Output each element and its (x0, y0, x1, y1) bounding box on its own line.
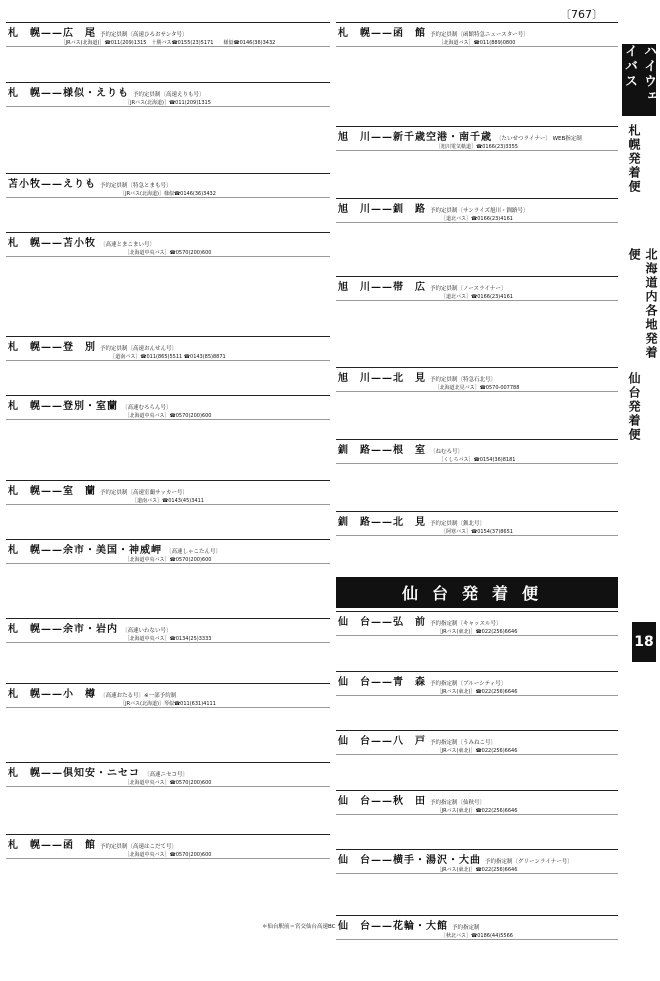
route-title: 札 幌——登別・室蘭 (8, 401, 118, 413)
route-system: 予約定員制〔釧北号〕 (430, 521, 486, 528)
route-block (336, 511, 618, 574)
route-title: 旭 川——釧 路 (338, 203, 426, 215)
timetable (336, 301, 618, 364)
route-system: 予約定員制〔函館特急ニュースター号〕 (430, 32, 529, 38)
operator-line: ［北海道中央バス］☎0570(200)600 (6, 249, 330, 257)
route-block (6, 834, 330, 947)
route-block (6, 539, 330, 614)
route-block (336, 367, 618, 436)
route-block (6, 82, 330, 170)
sendai-banner: 仙台発着便 (336, 577, 618, 608)
route-system: 〔たいせつライナー〕 WEB指定制 (496, 135, 582, 142)
left-column (6, 22, 330, 950)
operator-line: ［JRバス(北海道)］☎011(209)1315 (6, 99, 330, 107)
operator-line: ［北海道中央バス］☎0134(25)3333 (6, 635, 330, 643)
route-block (6, 173, 330, 230)
route-system: 〔ねむろ号〕 (430, 449, 464, 456)
timetable (6, 643, 330, 681)
route-title: 札 幌——余市・岩内 (8, 623, 118, 635)
route-system: 予約指定制〔キャッスル号〕 (430, 621, 502, 628)
route-system: 予約定員制〔ノースライナー〕 (430, 286, 507, 293)
route-title: 札 幌——室 蘭 (8, 485, 96, 497)
page-number: 〔767〕 (560, 8, 603, 21)
route-title: 釧 路——北 見 (338, 517, 426, 529)
operator-line: ［北海道バス］☎011(889)0800 (336, 39, 618, 47)
route-system: 予約定員制〔高速おんせん号〕 (100, 345, 178, 352)
route-title: 仙 台——青 森 (338, 676, 426, 688)
route-system: 予約定員制〔サンライズ旭川・釧路号〕 (430, 207, 529, 214)
route-title: 仙 台——八 戸 (338, 736, 426, 748)
route-block (336, 730, 618, 787)
operator-line: ［JRバス(東北)］☎022(256)6646 (336, 747, 618, 755)
route-system: 予約指定制〔うみねこ号〕 (430, 740, 497, 747)
route-system: 予約指定制〔グリーンライナー号〕 (485, 859, 573, 866)
route-block (6, 618, 330, 681)
operator-line: ［道北バス］☎0166(23)4161 (336, 293, 618, 301)
route-system: 〔高速ニセコ号〕 (144, 771, 189, 778)
route-block (6, 22, 330, 79)
timetable (336, 940, 618, 978)
side-title-sapporo: 札幌発着便 (627, 124, 641, 194)
operator-line: ［道南バス］☎0143(45)3411 (6, 497, 330, 505)
operator-line: ［北海道中央バス］☎0570(200)600 (6, 556, 330, 564)
route-block (336, 276, 618, 364)
route-block (6, 683, 330, 758)
route-title: 旭 川——北 見 (338, 373, 426, 385)
route-title: 札 幌——様似・えりも (8, 87, 129, 99)
timetable (336, 392, 618, 436)
timetable (336, 151, 618, 195)
route-system: 予約定員制〔特急石北号〕 (430, 377, 497, 384)
route-block (336, 126, 618, 195)
route-title: 札 幌——倶知安・ニセコ (8, 767, 140, 779)
route-title: 仙 台——横手・湯沢・大曲 (338, 855, 481, 867)
route-system: 予約定員制〔高速ひろおサンタ号〕 (100, 32, 188, 38)
timetable (6, 47, 330, 79)
footnote: ＊仙台駅前＝宮交仙台高速BC (262, 924, 336, 930)
operator-line: ［旭川電気軌道］☎0166(23)3355 (336, 143, 618, 151)
route-title: 札 幌——登 別 (8, 341, 96, 353)
route-block (6, 480, 330, 537)
route-title: 仙 台——花輪・大館 (338, 920, 448, 932)
timetable (6, 787, 330, 831)
operator-line: ［JRバス(東北)］☎022(256)6646 (336, 688, 618, 696)
route-block (336, 611, 618, 668)
route-title: 仙 台——弘 前 (338, 617, 426, 629)
operator-line: ［北海道中央バス］☎0570(200)600 (6, 779, 330, 787)
route-title: 札 幌——函 館 (338, 28, 426, 39)
route-block (6, 232, 330, 333)
route-system: 予約指定制〔ブルーシティ号〕 (430, 680, 507, 687)
operator-line: ［北海道中央バス］☎0570(200)600 (6, 412, 330, 420)
timetable (6, 420, 330, 477)
route-block (336, 849, 618, 912)
route-system: 〔高速とまこまい号〕 (100, 242, 156, 248)
timetable (336, 636, 618, 668)
operator-line: ［JRバス(北海道)］琴似☎011(631)4111 (6, 700, 330, 708)
route-title: 釧 路——根 室 (338, 445, 426, 457)
operator-line: ［北海道北見バス］☎0570-007788 (336, 384, 618, 392)
route-system: 予約定員制〔特急とまも号〕 (100, 182, 172, 189)
route-block (336, 790, 618, 847)
timetable (336, 47, 618, 123)
timetable (6, 505, 330, 537)
operator-line: ［道南バス］☎011(865)5511 ☎0143(85)8871 (6, 353, 330, 361)
operator-line: ［JRバス(東北)］☎022(256)6646 (336, 807, 618, 815)
timetable (336, 815, 618, 847)
route-system: 〔高速いわない号〕 (122, 627, 172, 634)
timetable (336, 464, 618, 508)
route-title: 札 幌——余市・美国・神威岬 (8, 545, 162, 557)
route-block (336, 671, 618, 728)
route-block (336, 439, 618, 508)
route-block (6, 762, 330, 831)
operator-line: ［JRバス(東北)］☎022(256)6646 (336, 866, 618, 874)
operator-line: ［北海道中央バス］☎0570(200)600 (6, 851, 330, 859)
right-column (336, 22, 618, 981)
route-title: 札 幌——苫小牧 (8, 238, 96, 249)
operator-line: ［秋北バス］☎0186(44)5566 (336, 932, 618, 940)
route-title: 仙 台——秋 田 (338, 795, 426, 807)
operator-line: ［くしろバス］☎0154(36)8181 (336, 456, 618, 464)
route-system: 〔高速むろらん号〕 (122, 405, 172, 412)
timetable (6, 361, 330, 393)
route-title: 旭 川——帯 広 (338, 282, 426, 294)
route-title: 札 幌——小 樽 (8, 689, 96, 701)
side-title-sendai: 仙台発着便 (627, 372, 641, 442)
operator-line: ［道北バス］☎0166(23)4161 (336, 215, 618, 223)
operator-line: ［JRバス(北海道)］☎011(209)1315 十勝バス☎0155(23)5171 様似☎0146(36)3432 (6, 39, 330, 47)
route-system: 予約指定制 (452, 924, 480, 931)
timetable (6, 107, 330, 170)
timetable (336, 696, 618, 728)
timetable (336, 536, 618, 574)
operator-line: ［JRバス(東北)］☎022(256)6646 (336, 628, 618, 636)
route-system: 予約定員制〔高速室蘭サッカー号〕 (100, 489, 188, 496)
timetable (336, 755, 618, 787)
timetable (336, 223, 618, 273)
route-block (6, 395, 330, 477)
side-tab: ハイウェイバス (622, 44, 656, 116)
route-system: 〔高速しゃこたん号〕 (166, 549, 222, 556)
timetable (6, 564, 330, 614)
timetable (6, 198, 330, 230)
route-block (6, 336, 330, 393)
route-title: 札 幌——広 尾 (8, 28, 96, 39)
timetable (6, 708, 330, 758)
operator-line: ［JRバス(北海道)］様似☎0146(36)3432 (6, 190, 330, 198)
timetable (336, 874, 618, 912)
operator-line: ［阿寒バス］☎0154(37)8651 (336, 528, 618, 536)
route-title: 旭 川——新千歳空港・南千歳 (338, 131, 492, 143)
route-system: 予約定員制〔高速はこだて号〕 (100, 843, 178, 850)
route-title: 札 幌——函 館 (8, 839, 96, 851)
route-block (336, 198, 618, 273)
timetable (6, 257, 330, 333)
route-system: 予約定員制〔高速えりも号〕 (133, 91, 205, 98)
route-block (336, 22, 618, 123)
route-system: 予約指定制〔仙秋号〕 (430, 799, 486, 806)
route-title: 苫小牧——えりも (8, 178, 96, 190)
timetable (6, 859, 330, 947)
route-system: 〔高速おたる号〕※一部予約制 (100, 693, 177, 700)
route-block (336, 915, 618, 978)
chapter-marker: 18 (632, 622, 656, 662)
side-title-hokkaido: 北海道内各地発着便 (627, 248, 658, 360)
